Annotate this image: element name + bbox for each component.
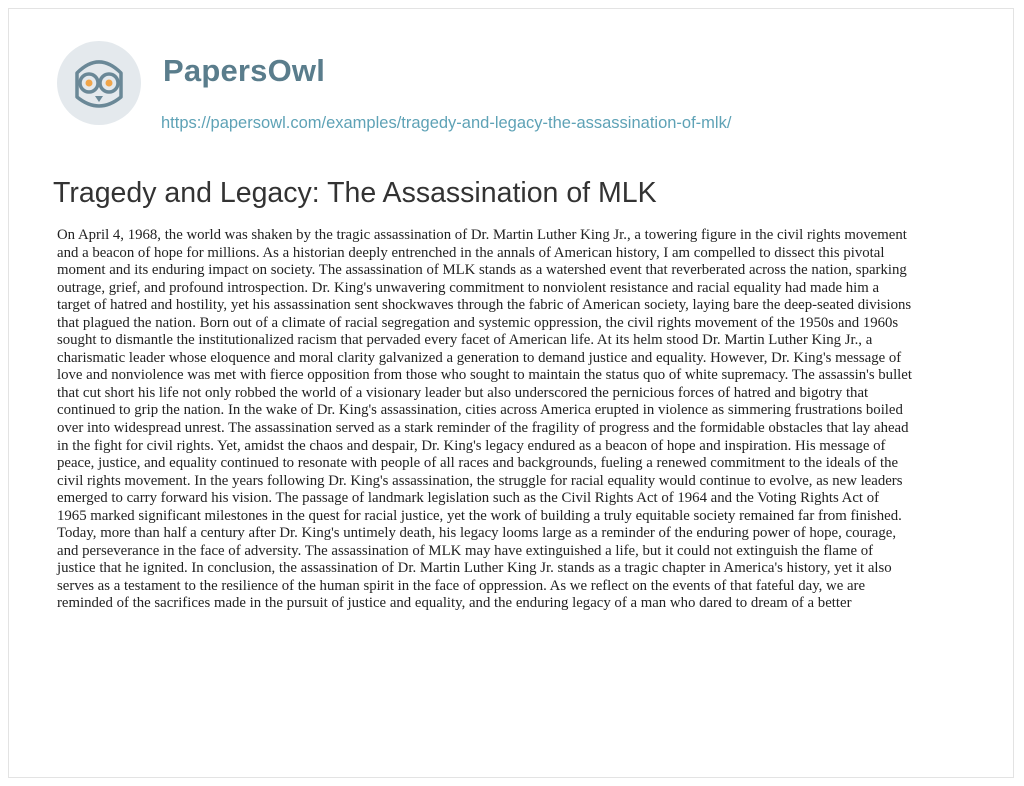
essay-line: love and nonviolence was met with fierce opposition from those who sought to maintain the status quo of white supremacy. The assassin's bullet bbox=[57, 367, 912, 384]
essay-line: serves as a testament to the resilience of the human spirit in the face of oppression. As we reflect on the events of that fateful day, we are bbox=[57, 577, 866, 594]
essay-line: On April 4, 1968, the world was shaken by the tragic assassination of Dr. Martin Luther King Jr., a towering figure in the civil rights movement bbox=[57, 227, 907, 243]
essay-body bbox=[57, 227, 1007, 613]
essay-line: justice that he ignited. In conclusion, the assassination of Dr. Martin Luther King Jr. stands as a tragic chapter in America's history, yet it also bbox=[57, 560, 892, 577]
site-header bbox=[51, 39, 971, 135]
document-page bbox=[8, 8, 1014, 778]
essay-line: 1965 marked significant milestones in the quest for racial justice, yet the work of building a truly equitable society remained far from finished. bbox=[57, 507, 902, 524]
essay-line: that plagued the nation. Born out of a climate of racial segregation and systemic oppression, the civil rights movement of the 1950s and 1960s bbox=[57, 314, 899, 331]
essay-line: and perseverance in the face of adversity. The assassination of MLK may have extinguished a life, but it could not extinguish the flame of bbox=[57, 542, 874, 559]
essay-line: outrage, grief, and profound introspection. Dr. King's unwavering commitment to nonviolent resistance and racial equality had made him a bbox=[57, 279, 880, 296]
essay-line: reminded of the sacrifices made in the pursuit of justice and equality, and the enduring legacy of a man who dared to dream of a better bbox=[57, 595, 852, 612]
essay-line: civil rights movement. In the years following Dr. King's assassination, the struggle for racial equality would continue to evolve, as new leaders bbox=[57, 472, 903, 489]
document-title: Tragedy and Legacy: The Assassination of MLK bbox=[53, 177, 657, 209]
essay-line: continued to grip the nation. In the wake of Dr. King's assassination, cities across America erupted in violence as simmering frustrations boiled bbox=[57, 402, 903, 419]
essay-line: and a beacon of hope for millions. As a historian deeply entrenched in the annals of American history, I am compelled to dissect this pivotal bbox=[57, 244, 885, 261]
essay-line: moment and its enduring impact on society. The assassination of MLK stands as a watershed event that reverberated across the nation, sparking bbox=[57, 262, 907, 279]
owl-face-logo-icon bbox=[55, 39, 143, 127]
essay-line: target of hatred and hostility, yet his assassination sent shockwaves through the fabric of American society, laying bare the deep-seated divisions bbox=[57, 297, 912, 314]
source-url-link[interactable]: https://papersowl.com/examples/tragedy-and-legacy-the-assassination-of-mlk/ bbox=[161, 114, 732, 132]
essay-line: charismatic leader whose eloquence and moral clarity galvanized a generation to demand justice and equality. However, Dr. King's message of bbox=[57, 349, 902, 366]
essay-line: that cut short his life not only robbed the world of a visionary leader but also underscored the pernicious forces of hatred and bigotry that bbox=[57, 384, 869, 401]
brand-name: PapersOwl bbox=[163, 53, 326, 88]
essay-line: over into widespread unrest. The assassination served as a stark reminder of the fragility of progress and the formidable obstacles that lay ahead bbox=[57, 420, 909, 437]
essay-line: in the fight for civil rights. Yet, amidst the chaos and despair, Dr. King's legacy endured as a beacon of hope and inspiration. His message of bbox=[57, 437, 886, 454]
essay-line: emerged to carry forward his vision. The passage of landmark legislation such as the Civil Rights Act of 1964 and the Voting Rights Act of bbox=[57, 490, 880, 507]
essay-line: peace, justice, and equality continued to resonate with people of all races and backgrounds, fueling a renewed commitment to the ideals of the bbox=[57, 455, 899, 472]
essay-line: Today, more than half a century after Dr. King's untimely death, his legacy looms large as a reminder of the enduring power of hope, courage, bbox=[57, 525, 897, 542]
essay-line: sought to dismantle the institutionalized racism that pervaded every facet of American life. At its helm stood Dr. Martin Luther King Jr., a bbox=[57, 332, 873, 349]
